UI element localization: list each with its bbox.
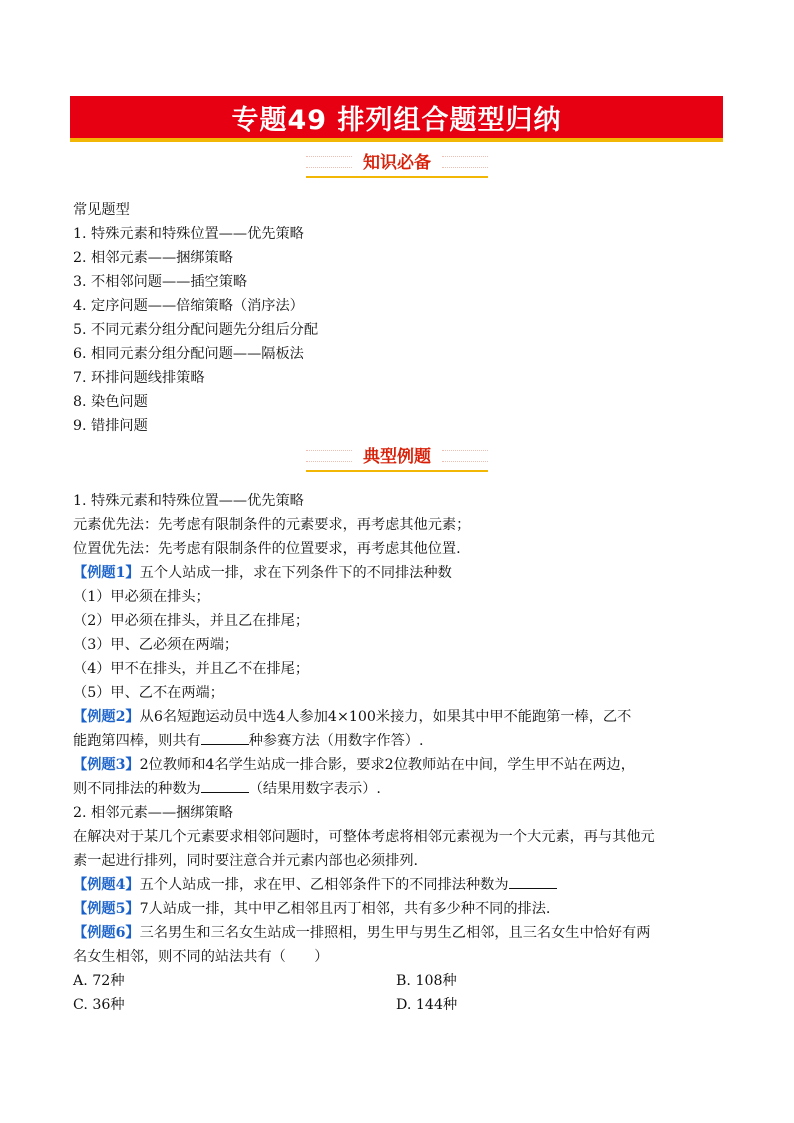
option-a: A. 72种 [73, 973, 125, 989]
page-title: 专题49 排列组合题型归纳 [231, 104, 562, 136]
example-6 [73, 921, 733, 945]
example-3-cont [73, 777, 733, 801]
example-text: 从6名短跑运动员中选4人参加4×100米接力，如果其中甲不能跑第一棒，乙不 [139, 709, 632, 725]
example-1 [73, 561, 733, 585]
example-tag: 【例题1】 [73, 565, 140, 581]
heading-underline [306, 470, 488, 472]
example-text: 种参赛方法（用数字作答）. [248, 733, 424, 749]
heading-underline [306, 176, 488, 178]
topic-desc: 在解决对于某几个元素要求相邻问题时，可整体考虑将相邻元素视为一个大元素，再与其他元 [73, 829, 655, 845]
example-tag: 【例题2】 [73, 709, 140, 725]
example-stem: 五个人站成一排，求在下列条件下的不同排法种数 [139, 565, 452, 581]
section-heading-examples [306, 446, 488, 472]
examples-body [73, 489, 733, 969]
list-item: 2. 相邻元素——捆绑策略 [73, 250, 233, 266]
sub-question: （2）甲必须在排头，并且乙在排尾； [73, 613, 310, 629]
answer-blank [201, 778, 249, 793]
list-item: 5. 不同元素分组分配问题先分组后分配 [73, 322, 319, 338]
example-text: 2位教师和4名学生站成一排合影，要求2位教师站在中间，学生甲不站在两边， [139, 757, 635, 773]
answer-blank [201, 730, 249, 745]
sub-question: （4）甲不在排头，并且乙不在排尾； [73, 661, 310, 677]
sub-question: （3）甲、乙必须在两端； [73, 637, 239, 653]
topic-title: 1. 特殊元素和特殊位置——优先策略 [73, 493, 304, 509]
example-text: （结果用数字表示）. [248, 781, 381, 797]
example-text: 能跑第四棒，则共有 [73, 733, 201, 749]
section-heading-label: 知识必备 [363, 153, 431, 173]
example-6-cont: 名女生相邻，则不同的站法共有（ ） [73, 949, 329, 965]
list-item: 9. 错排问题 [73, 418, 148, 434]
list-item: 8. 染色问题 [73, 394, 148, 410]
example-2-cont [73, 729, 733, 753]
option-b: B. 108种 [396, 973, 457, 989]
example-stem: 7人站成一排，其中甲乙相邻且丙丁相邻，共有多少种不同的排法. [139, 901, 551, 917]
example-tag: 【例题4】 [73, 877, 140, 893]
list-item: 3. 不相邻问题——插空策略 [73, 274, 248, 290]
option-d: D. 144种 [396, 997, 458, 1013]
example-3 [73, 753, 733, 777]
example-5 [73, 897, 733, 921]
example-text: 则不同排法的种数为 [73, 781, 201, 797]
example-text: 三名男生和三名女生站成一排照相，男生甲与男生乙相邻，且三名女生中恰好有两 [139, 925, 651, 941]
topic-desc: 素一起进行排列，同时要注意合并元素内部也必须排列. [73, 853, 419, 869]
sub-question: （1）甲必须在排头； [73, 589, 210, 605]
sub-question: （5）甲、乙不在两端； [73, 685, 224, 701]
list-heading: 常见题型 [73, 202, 130, 218]
example-stem: 五个人站成一排，求在甲、乙相邻条件下的不同排法种数为 [139, 877, 509, 893]
example-tag: 【例题3】 [73, 757, 140, 773]
list-item: 7. 环排问题线排策略 [73, 370, 205, 386]
option-c: C. 36种 [73, 997, 125, 1013]
list-item: 4. 定序问题——倍缩策略（消序法） [73, 298, 304, 314]
rule-text: 位置优先法：先考虑有限制条件的位置要求，再考虑其他位置. [73, 541, 461, 557]
example-tag: 【例题5】 [73, 901, 140, 917]
list-item: 1. 特殊元素和特殊位置——优先策略 [73, 226, 304, 242]
title-banner [70, 96, 723, 142]
example-tag: 【例题6】 [73, 925, 140, 941]
answer-blank [509, 874, 557, 889]
list-item: 6. 相同元素分组分配问题——隔板法 [73, 346, 304, 362]
topic-title: 2. 相邻元素——捆绑策略 [73, 805, 233, 821]
example-2 [73, 705, 733, 729]
section-heading-label: 典型例题 [363, 447, 431, 467]
rule-text: 元素优先法：先考虑有限制条件的元素要求，再考虑其他元素； [73, 517, 471, 533]
example-4 [73, 873, 733, 897]
section-heading-knowledge [306, 152, 488, 178]
question-types-list [73, 198, 733, 438]
